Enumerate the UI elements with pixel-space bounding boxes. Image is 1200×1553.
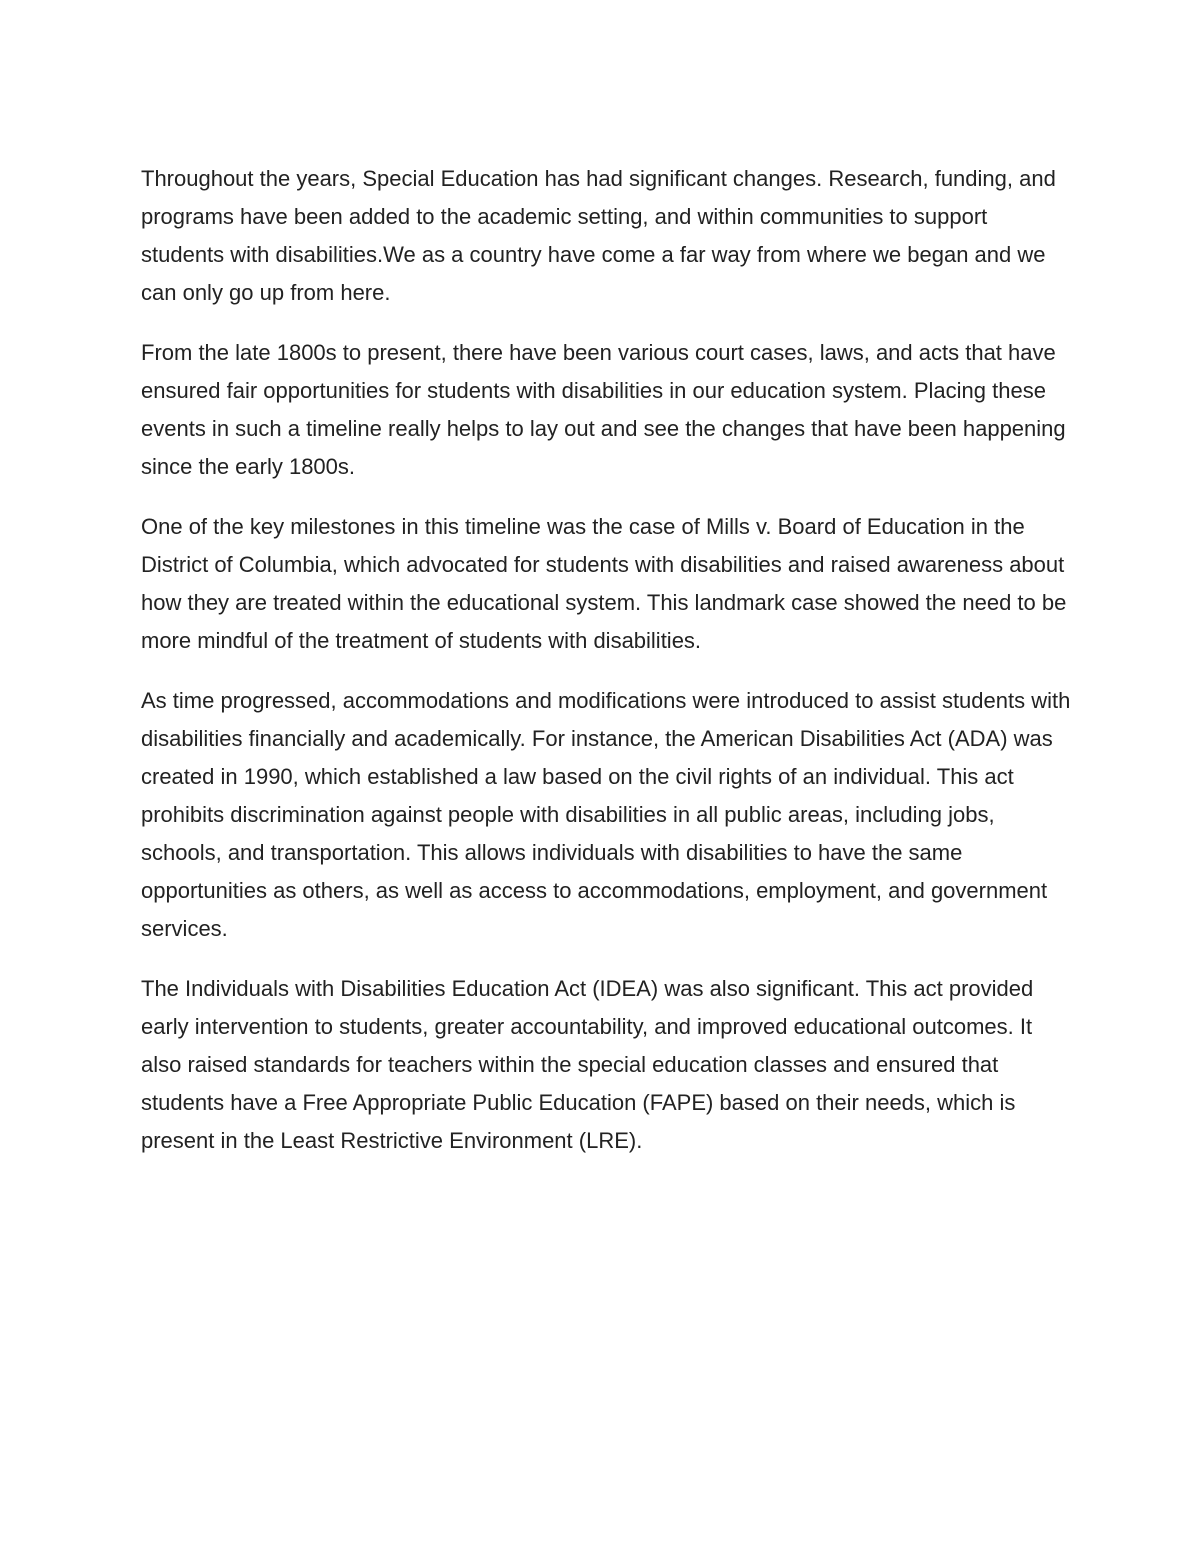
- document-body: [141, 160, 1071, 1182]
- paragraph-idea: The Individuals with Disabilities Education Act (IDEA) was also significant. This act provided early intervention to students, greater accountability, and improved educational outcomes. It also raised standards for teachers within the special education classes and ensured that students have a Free Appropriate Public Education (FAPE) based on their needs, which is present in the Least Restrictive Environment (LRE).: [141, 976, 1034, 1153]
- paragraph-timeline: From the late 1800s to present, there have been various court cases, laws, and acts that have ensured fair opportunities for students with disabilities in our education system. Placing these events in such a timeline really helps to lay out and see the changes that have been happening since the early 1800s.: [141, 340, 1066, 479]
- paragraph-ada: As time progressed, accommodations and modifications were introduced to assist students with disabilities financially and academically. For instance, the American Disabilities Act (ADA) was created in 1990, which established a law based on the civil rights of an individual. This act prohibits discrimination against people with disabilities in all public areas, including jobs, schools, and transportation. This allows individuals with disabilities to have the same opportunities as others, as well as access to accommodations, employment, and government services.: [141, 688, 1071, 941]
- paragraph-intro: Throughout the years, Special Education has had significant changes. Research, funding, and programs have been added to the academic setting, and within communities to support students with disabilities.We as a country have come a far way from where we began and we can only go up from here.: [141, 166, 1056, 305]
- paragraph-mills-case: One of the key milestones in this timeline was the case of Mills v. Board of Education in the District of Columbia, which advocated for students with disabilities and raised awareness about how they are treated within the educational system. This landmark case showed the need to be more mindful of the treatment of students with disabilities.: [141, 514, 1067, 653]
